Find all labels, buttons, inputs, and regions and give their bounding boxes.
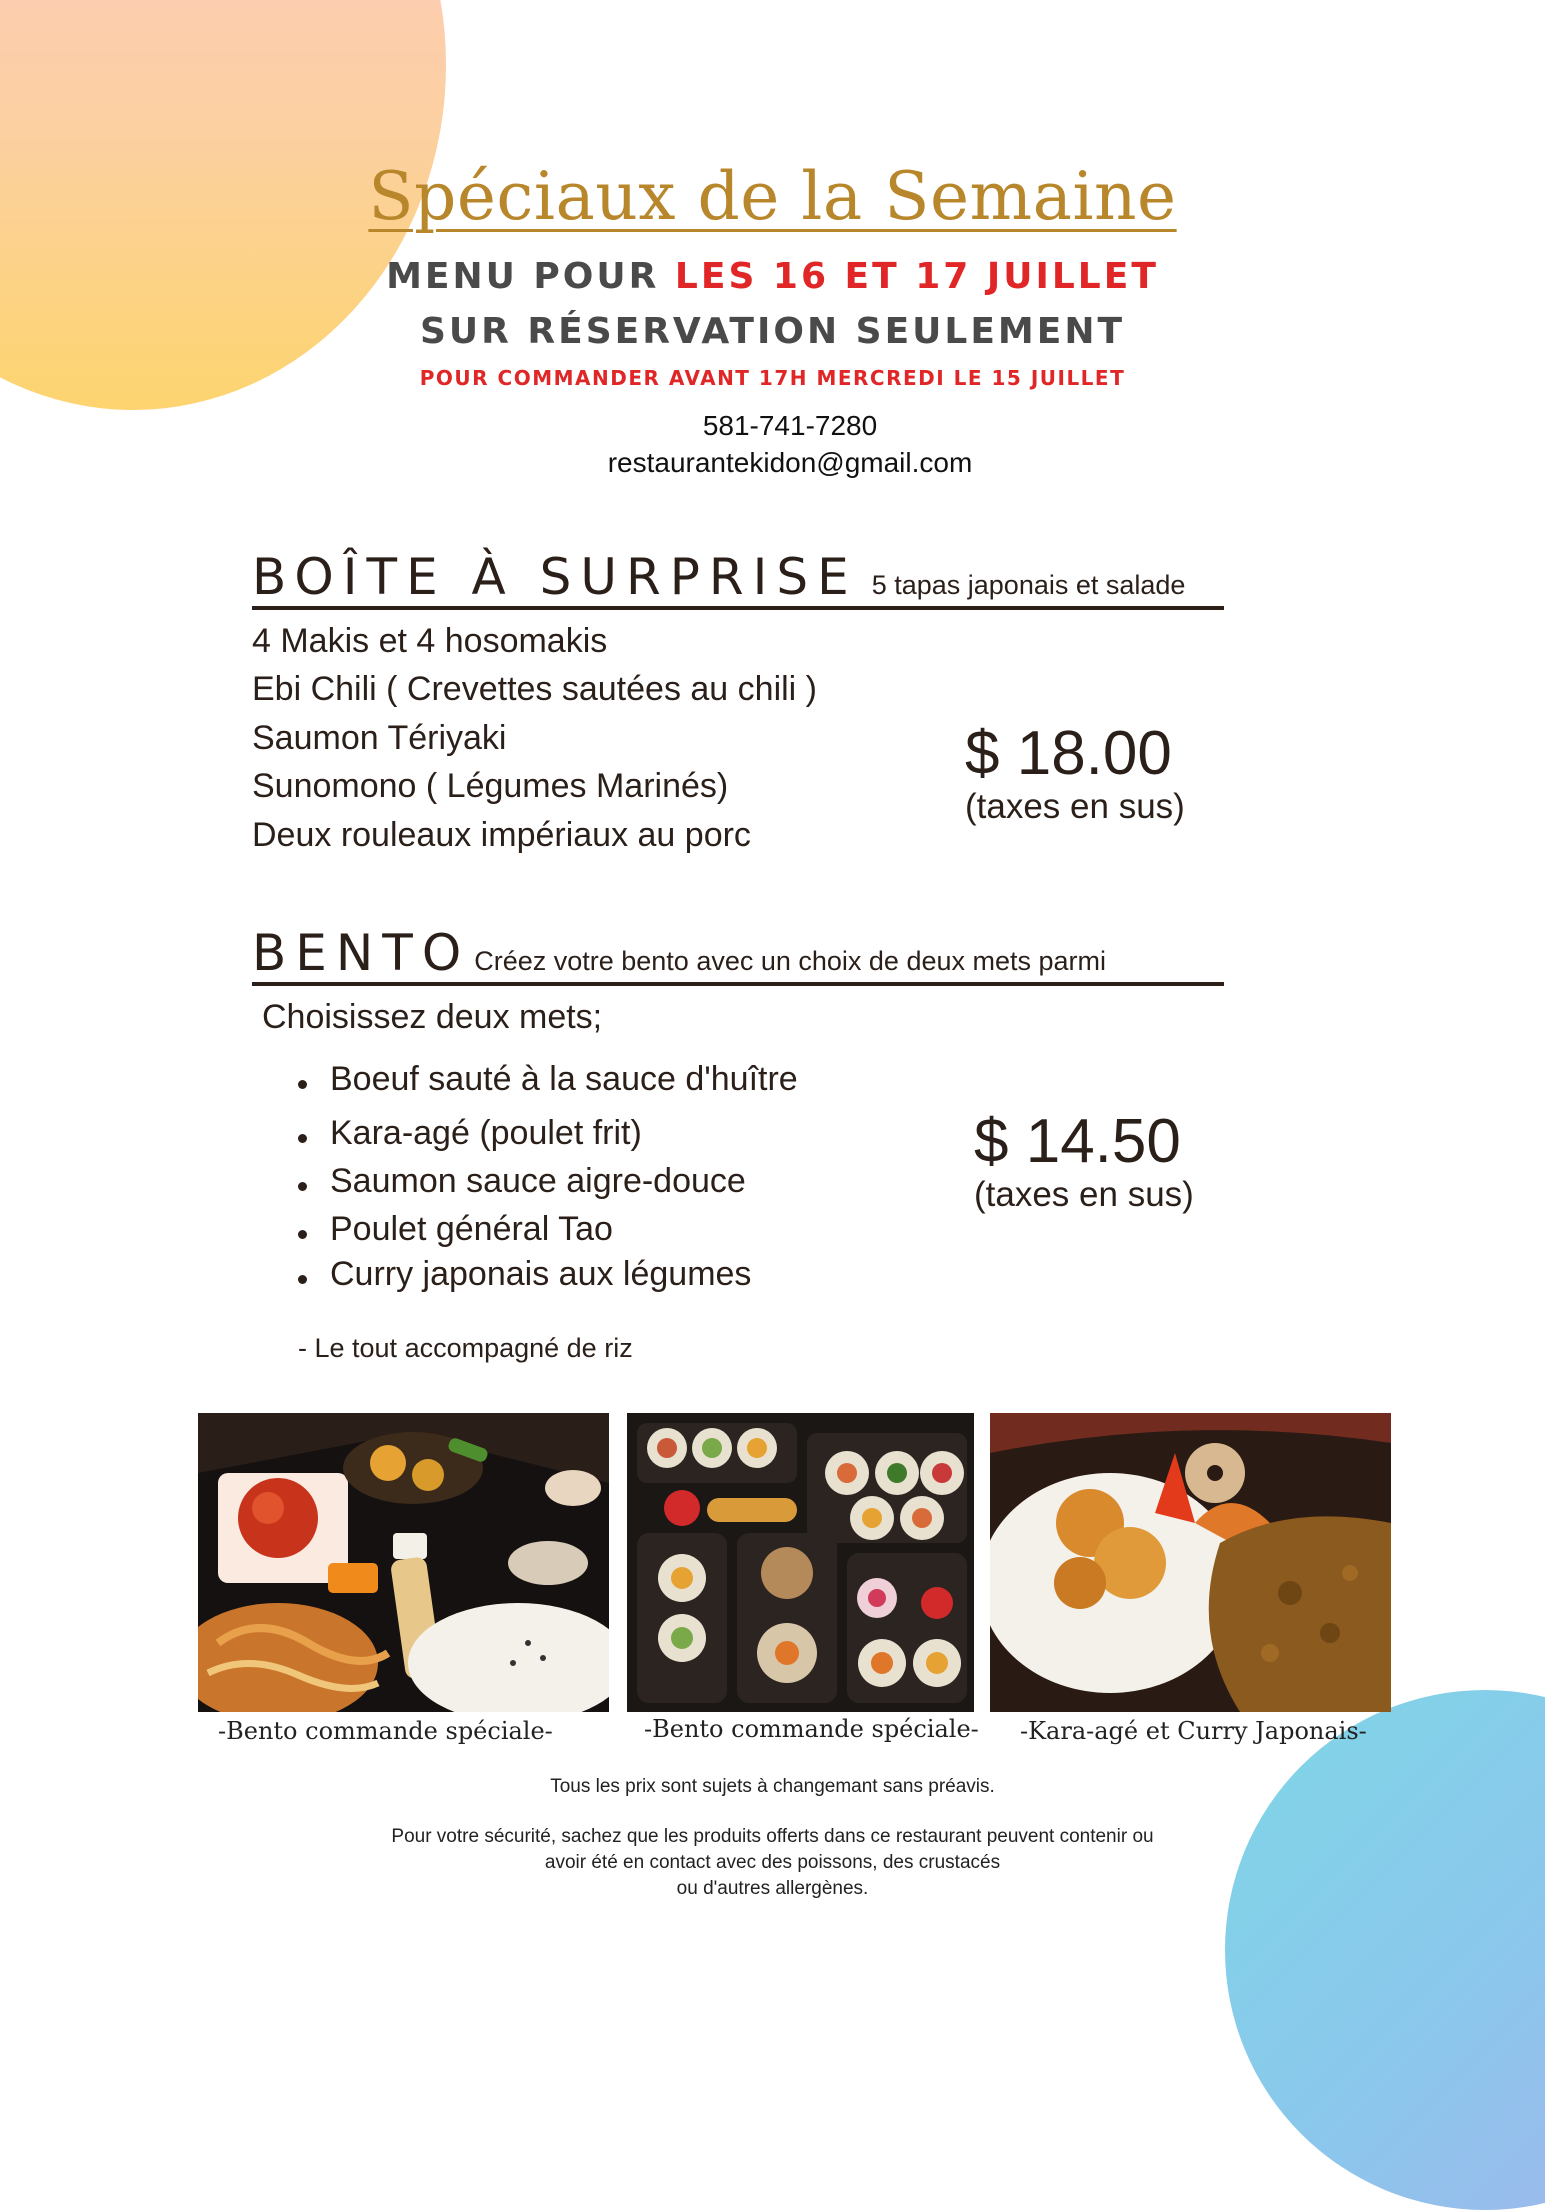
page-title: Spéciaux de la Semaine	[368, 158, 1177, 235]
surprise-item: 4 Makis et 4 hosomakis	[252, 622, 608, 660]
karaage-curry-photo	[990, 1413, 1391, 1712]
bento-photo-2	[627, 1413, 974, 1712]
surprise-item: Deux rouleaux impériaux au porc	[252, 816, 751, 854]
decorative-circle-bottom-right	[1225, 1690, 1545, 2210]
bento-header	[252, 924, 1224, 986]
bento-price: $ 14.50	[974, 1107, 1181, 1176]
allergy-notice-line-1: Pour votre sécurité, sachez que les produits offerts dans ce restaurant peuvent contenir ou	[391, 1826, 1154, 1847]
photo-caption-3: -Kara-agé et Curry Japonais-	[1020, 1717, 1367, 1745]
bento-item: Poulet général Tao	[330, 1210, 613, 1248]
surprise-box-header	[252, 548, 1224, 610]
bento-item: Saumon sauce aigre-douce	[330, 1162, 746, 1200]
surprise-box-note: 5 tapas japonais et salade	[871, 570, 1186, 600]
bento-tax: (taxes en sus)	[974, 1175, 1194, 1214]
bento-item: Kara-agé (poulet frit)	[330, 1114, 642, 1152]
order-deadline: POUR COMMANDER AVANT 17H MERCREDI LE 15 JUILLET	[419, 366, 1126, 390]
surprise-item: Sunomono ( Légumes Marinés)	[252, 767, 729, 805]
allergy-notice-line-3: ou d'autres allergènes.	[676, 1878, 869, 1899]
surprise-box-price: $ 18.00	[965, 719, 1172, 788]
email-address[interactable]: restaurantekidon@gmail.com	[607, 447, 973, 478]
surprise-item: Ebi Chili ( Crevettes sautées au chili )	[252, 670, 818, 708]
bento-item: Curry japonais aux légumes	[330, 1255, 752, 1293]
bento-choose-label: Choisissez deux mets;	[262, 998, 603, 1036]
price-notice: Tous les prix sont sujets à changemant sans préavis.	[550, 1776, 995, 1797]
surprise-box-title: BOÎTE À SURPRISE	[252, 548, 858, 606]
bento-item: Boeuf sauté à la sauce d'huître	[330, 1060, 798, 1098]
surprise-box-tax: (taxes en sus)	[965, 787, 1185, 826]
bento-accompaniment: - Le tout accompagné de riz	[298, 1333, 633, 1363]
bento-photo-1	[198, 1413, 609, 1712]
photo-caption-2: -Bento commande spéciale-	[644, 1715, 979, 1743]
menu-dates: LES 16 ET 17 JUILLET	[674, 256, 1159, 297]
reservation-line: SUR RÉSERVATION SEULEMENT	[419, 311, 1126, 352]
bento-note: Créez votre bento avec un choix de deux mets parmi	[474, 946, 1107, 976]
photo-caption-1: -Bento commande spéciale-	[218, 1717, 553, 1745]
menu-dates-line: MENU POUR LES 16 ET 17 JUILLET	[386, 256, 1159, 297]
allergy-notice-line-2: avoir été en contact avec des poissons, des crustacés	[544, 1852, 1001, 1873]
surprise-item: Saumon Tériyaki	[252, 719, 507, 757]
bento-title: BENTO	[252, 924, 471, 982]
phone-number[interactable]: 581-741-7280	[702, 410, 878, 441]
